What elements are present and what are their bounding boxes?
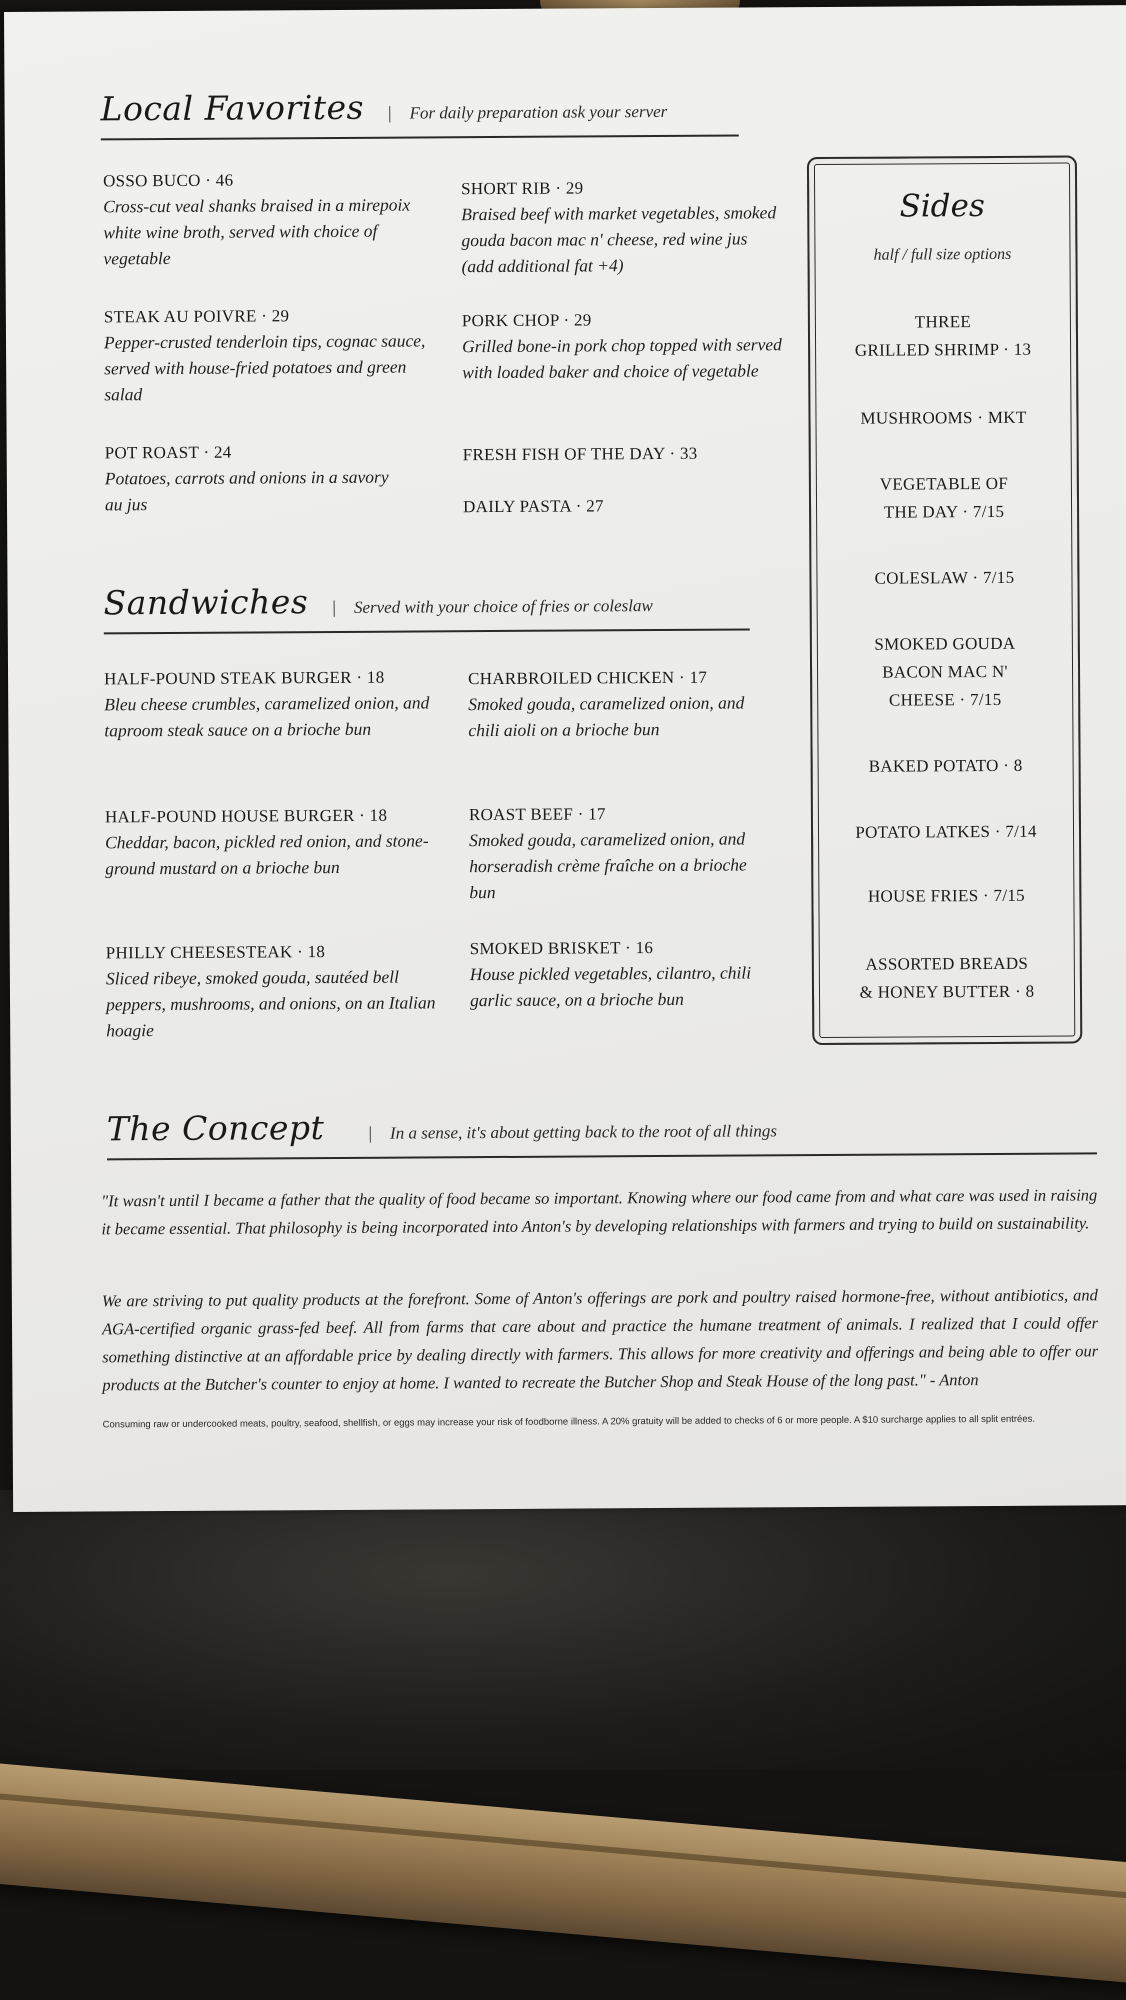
local-favorites-title: Local Favorites [100, 87, 365, 129]
item-name: CHARBROILED CHICKEN · 17 [468, 667, 708, 689]
item-name: FRESH FISH OF THE DAY · 33 [462, 443, 698, 465]
side-item-line: POTATO LATKES · 7/14 [855, 821, 1037, 842]
menu-item-osso-buco [103, 169, 444, 271]
side-item-line: HOUSE FRIES · 7/15 [867, 885, 1025, 906]
side-item-mac-n-cheese [822, 630, 1069, 716]
side-item-line: VEGETABLE OF [879, 473, 1009, 494]
concept-subtitle: In a sense, it's about getting back to the root of all things [389, 1121, 777, 1143]
item-name: SMOKED BRISKET · 16 [469, 938, 654, 959]
side-item-mushrooms [820, 404, 1066, 434]
header-separator: | [332, 596, 336, 618]
menu-item-smoked-brisket [470, 937, 770, 1013]
menu-item-fresh-fish [463, 443, 803, 465]
menu-item-short-rib [461, 177, 782, 279]
local-favorites-subtitle: For daily preparation ask your server [409, 101, 668, 123]
side-item-vegetable-of-the-day [821, 470, 1067, 528]
menu-item-charbroiled-chicken [468, 667, 768, 743]
sandwiches-header [103, 579, 749, 634]
item-name: PHILLY CHEESESTEAK · 18 [105, 942, 326, 963]
item-description: Smoked gouda, caramelized onion, and chili aioli on a brioche bun [468, 692, 745, 741]
side-item-house-fries [823, 882, 1069, 912]
concept-quote-paragraph-1: "It wasn't until I became a father that the quality of food became so important. Knowing where our food came from and what care was used in raising it became essential. That philosophy is being incorporated into Anton's by developing relationships with farmers and trying to build on sustainability. [101, 1185, 1098, 1239]
item-name: DAILY PASTA · 27 [462, 496, 604, 517]
menu-item-steak-burger [104, 667, 434, 743]
side-item-baked-potato [823, 752, 1069, 782]
side-item-line: COLESLAW · 7/15 [874, 567, 1015, 588]
sides-title: Sides [899, 188, 985, 225]
side-item-line: SMOKED GOUDA [874, 633, 1016, 654]
item-description: Braised beef with market vegetables, smoked gouda bacon mac n' cheese, red wine jus (add additional fat +4) [461, 202, 777, 277]
item-description: Pepper-crusted tenderloin tips, cognac sauce, served with house-fried potatoes and green salad [103, 330, 426, 405]
sandwiches-title: Sandwiches [103, 582, 309, 623]
side-item-potato-latkes [823, 818, 1069, 848]
item-description: Potatoes, carrots and onions in a savory au jus [104, 466, 389, 515]
menu-sheet [4, 5, 1126, 1512]
item-name: HALF-POUND STEAK BURGER · 18 [104, 667, 385, 689]
item-name: POT ROAST · 24 [104, 442, 232, 463]
item-name: ROAST BEEF · 17 [468, 804, 606, 825]
item-description: Grilled bone-in pork chop topped with served with loaded baker and choice of vegetable [461, 334, 782, 383]
sides-subtitle: half / full size options [873, 245, 1012, 264]
concept-quote-paragraph-2: We are striving to put quality products at the forefront. Some of Anton's offerings are pork and poultry raised hormone-free, without antibiotics, and AGA-certified organic grass-fed beef. All from farms that care about and practice the humane treatment of animals. I realized that I could offer something distinctive at an affordable price by dealing directly with farmers. This allows for more creativity and offerings and being able to offer our products at the Butcher's counter to enjoy at home. I wanted to recreate the Butcher Shop and Steak House of the long past." - Anton [101, 1285, 1099, 1395]
item-description: House pickled vegetables, cilantro, chili garlic sauce, on a brioche bun [469, 962, 752, 1011]
menu-item-house-burger [105, 805, 435, 881]
concept-header [107, 1103, 1097, 1160]
header-separator: | [368, 1122, 373, 1143]
menu-item-daily-pasta [463, 495, 803, 517]
sandwiches-subtitle: Served with your choice of fries or coleslaw [353, 596, 653, 617]
dark-table-surface [0, 1490, 1126, 1770]
side-item-line: GRILLED SHRIMP · 13 [854, 339, 1032, 360]
item-name: PORK CHOP · 29 [461, 310, 592, 331]
local-favorites-header [100, 86, 738, 141]
side-item-line: BAKED POTATO · 8 [868, 755, 1023, 776]
side-item-line: THREE [914, 312, 972, 332]
side-item-line: MUSHROOMS · MKT [860, 407, 1027, 428]
side-item-line: ASSORTED BREADS [865, 953, 1029, 974]
side-item-line: CHEESE · 7/15 [888, 689, 1002, 710]
side-item-line: THE DAY · 7/15 [883, 501, 1005, 522]
sides-panel [807, 155, 1082, 1045]
item-name: STEAK AU POIVRE · 29 [103, 306, 290, 327]
side-item-line: BACON MAC N' [882, 661, 1008, 682]
concept-title: The Concept [106, 1108, 325, 1149]
allergy-and-gratuity-notice: Consuming raw or undercooked meats, poultry, seafood, shellfish, or eggs may increase your risk of foodborne illness. A 20% gratuity will be added to checks of 6 or more people. A $10 surcharge applies to all split entrées. [102, 1413, 1036, 1431]
side-item-line: & HONEY BUTTER · 8 [859, 981, 1035, 1002]
menu-item-philly-cheesesteak [106, 941, 437, 1043]
wooden-table-edge [0, 1760, 1126, 1986]
menu-item-steak-au-poivre [104, 305, 445, 407]
side-item-grilled-shrimp [820, 308, 1066, 366]
item-name: HALF-POUND HOUSE BURGER · 18 [104, 805, 388, 827]
item-description: Cheddar, bacon, pickled red onion, and stone-ground mustard on a brioche bun [105, 830, 429, 879]
header-separator: | [387, 102, 392, 123]
item-description: Sliced ribeye, smoked gouda, sautéed bell peppers, mushrooms, and onions, on an Italian hoagie [105, 966, 436, 1041]
menu-item-pot-roast [105, 442, 405, 518]
item-name: SHORT RIB · 29 [461, 178, 584, 199]
menu-item-roast-beef [469, 803, 770, 905]
item-description: Bleu cheese crumbles, caramelized onion, and taproom steak sauce on a brioche bun [104, 692, 430, 741]
item-description: Smoked gouda, caramelized onion, and horseradish crème fraîche on a brioche bun [469, 828, 747, 903]
menu-item-pork-chop [462, 309, 782, 385]
side-item-coleslaw [821, 564, 1067, 594]
item-description: Cross-cut veal shanks braised in a mirepoix white wine broth, served with choice of vegetable [103, 194, 411, 269]
item-name: OSSO BUCO · 46 [102, 170, 234, 191]
side-item-assorted-breads [824, 950, 1070, 1008]
